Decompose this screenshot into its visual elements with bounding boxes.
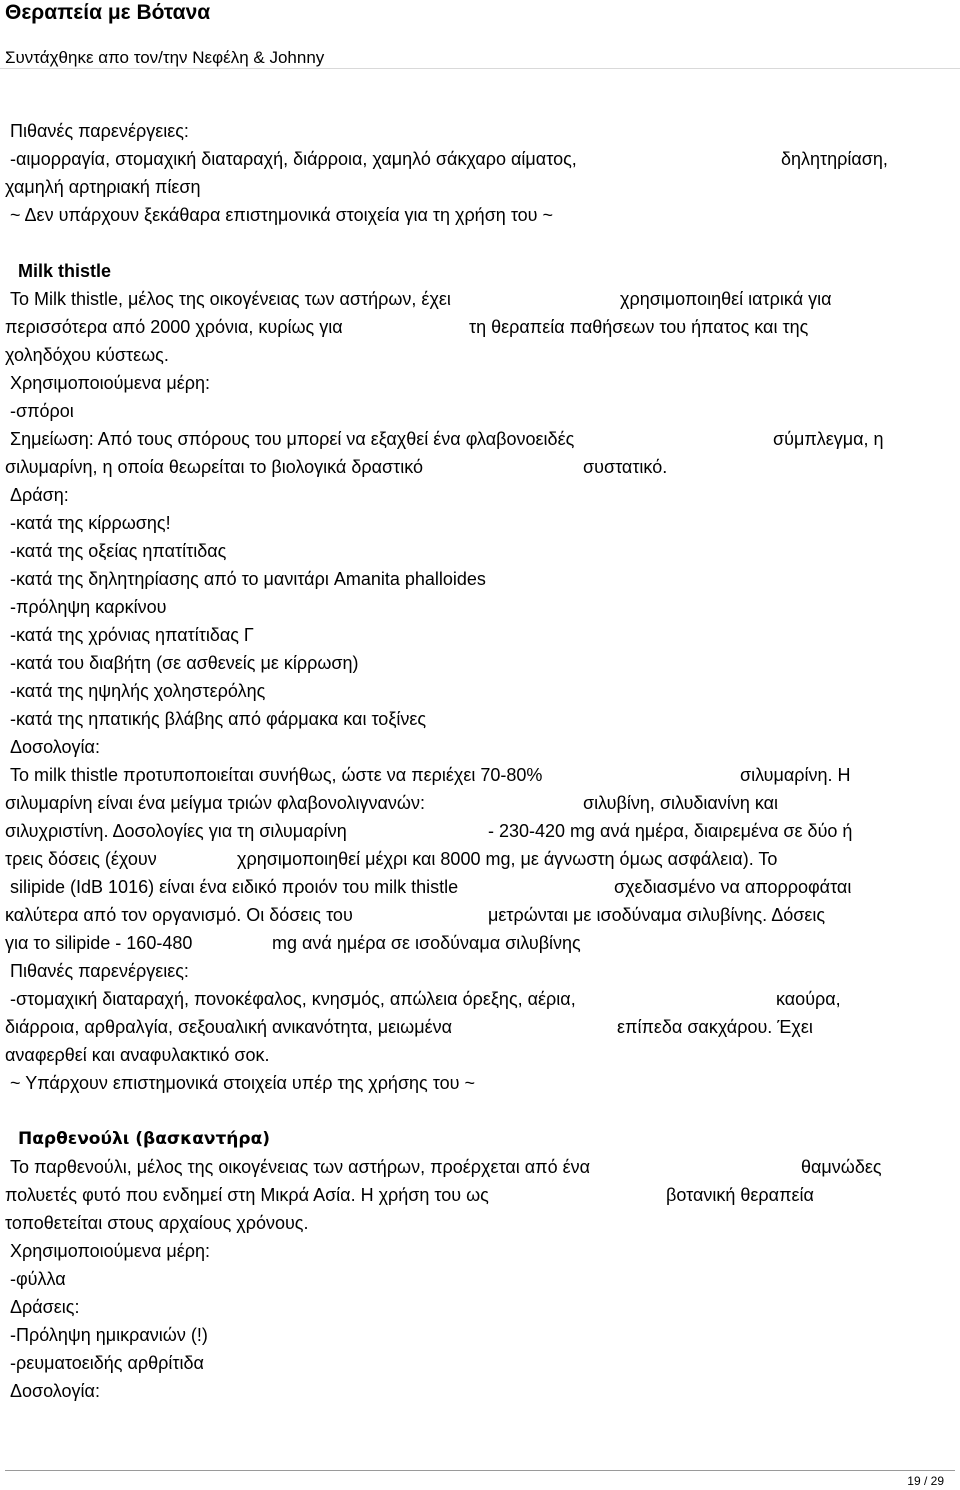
- text-line: -κατά της χρόνιας ηπατίτιδας Γ: [10, 625, 254, 645]
- text-line: χοληδόχου κύστεως.: [5, 345, 169, 365]
- text-line: τη θεραπεία παθήσεων του ήπατος και της: [469, 317, 809, 337]
- text-line: Δράσεις:: [10, 1297, 80, 1317]
- text-line: Το παρθενούλι, μέλος της οικογένειας των αστήρων, προέρχεται από ένα: [10, 1157, 591, 1177]
- document-author-line: Συντάχθηκε απο τον/την Νεφέλη & Johnny: [5, 48, 325, 67]
- text-line: σιλυχριστίνη. Δοσολογίες για τη σιλυμαρίνη: [5, 821, 347, 841]
- text-line: -κατά του διαβήτη (σε ασθενείς με κίρρωση): [10, 653, 359, 673]
- text-line: Το Milk thistle, μέλος της οικογένειας των αστήρων, έχει: [10, 289, 451, 309]
- text-line: -κατά της ηψηλής χοληστερόλης: [10, 681, 266, 701]
- text-line: χαμηλή αρτηριακή πίεση: [5, 177, 201, 197]
- text-line: θαμνώδες: [801, 1157, 882, 1177]
- text-line: - 230-420 mg ανά ημέρα, διαιρεμένα σε δύο ή: [488, 821, 853, 841]
- text-line: -κατά της οξείας ηπατίτιδας: [10, 541, 227, 561]
- text-line: -κατά της δηλητηρίασης από το μανιτάρι Amanita phalloides: [10, 569, 486, 589]
- section-heading-partheno: Παρθενούλι (βασκαντήρα): [18, 1129, 271, 1149]
- text-line: διάρροια, αρθραλγία, σεξουαλική ανικανότητα, μειωμένα: [5, 1017, 452, 1037]
- footer-divider: [5, 1470, 955, 1471]
- header-divider: [0, 68, 960, 69]
- text-line: μετρώνται με ισοδύναμα σιλυβίνης. Δόσεις: [488, 905, 826, 925]
- text-line: Δοσολογία:: [10, 1381, 100, 1401]
- text-line: -φύλλα: [10, 1269, 66, 1289]
- text-line: mg ανά ημέρα σε ισοδύναμα σιλυβίνης: [272, 933, 581, 953]
- text-line: σχεδιασμένο να απορροφάται: [614, 877, 852, 897]
- text-line: -κατά της κίρρωσης!: [10, 513, 171, 533]
- text-line: τρεις δόσεις (έχουν: [5, 849, 157, 869]
- text-line: ~ Δεν υπάρχουν ξεκάθαρα επιστημονικά στοιχεία για τη χρήση του ~: [10, 205, 554, 225]
- text-line: -Πρόληψη ημικρανιών (!): [10, 1325, 208, 1345]
- text-line: -πρόληψη καρκίνου: [10, 597, 167, 617]
- text-line: Χρησιμοποιούμενα μέρη:: [10, 373, 210, 393]
- page-number: 19 / 29: [907, 1474, 944, 1488]
- text-line: σιλυβίνη, σιλυδιανίνη και: [583, 793, 779, 813]
- document-title: Θεραπεία με Βότανα: [5, 1, 211, 24]
- text-line: Πιθανές παρενέργειες:: [10, 121, 189, 141]
- text-line: -στομαχική διαταραχή, πονοκέφαλος, κνησμός, απώλεια όρεξης, αέρια,: [10, 989, 576, 1009]
- text-line: επίπεδα σακχάρου. Έχει: [617, 1017, 813, 1037]
- text-line: βοτανική θεραπεία: [666, 1185, 814, 1205]
- text-line: πολυετές φυτό που ενδημεί στη Μικρά Ασία. Η χρήση του ως: [5, 1185, 489, 1205]
- text-line: Χρησιμοποιούμενα μέρη:: [10, 1241, 210, 1261]
- text-line: τοποθετείται στους αρχαίους χρόνους.: [5, 1213, 309, 1233]
- text-line: σιλυμαρίνη, η οποία θεωρείται το βιολογικά δραστικό: [5, 457, 423, 477]
- text-line: σιλυμαρίνη. Η: [740, 765, 851, 785]
- text-line: αναφερθεί και αναφυλακτικό σοκ.: [5, 1045, 270, 1065]
- text-line: -αιμορραγία, στομαχική διαταραχή, διάρροια, χαμηλό σάκχαρο αίματος,: [10, 149, 577, 169]
- text-line: σιλυμαρίνη είναι ένα μείγμα τριών φλαβονολιγνανών:: [5, 793, 425, 813]
- text-line: Το milk thistle προτυποποιείται συνήθως, ώστε να περιέχει 70-80%: [10, 765, 543, 785]
- text-line: ~ Υπάρχουν επιστημονικά στοιχεία υπέρ της χρήσης του ~: [10, 1073, 475, 1093]
- text-line: χρησιμοποιηθεί ιατρικά για: [620, 289, 832, 309]
- text-line: συστατικό.: [583, 457, 668, 477]
- text-line: καούρα,: [776, 989, 841, 1009]
- text-line: Σημείωση: Από τους σπόρους του μπορεί να εξαχθεί ένα φλαβονοειδές: [10, 429, 575, 449]
- text-line: Πιθανές παρενέργειες:: [10, 961, 189, 981]
- text-line: καλύτερα από τον οργανισμό. Οι δόσεις του: [5, 905, 353, 925]
- text-line: δηλητηρίαση,: [781, 149, 888, 169]
- text-line: silipide (IdB 1016) είναι ένα ειδικό προιόν του milk thistle: [10, 877, 459, 897]
- text-line: χρησιμοποιηθεί μέχρι και 8000 mg, με άγνωστη όμως ασφάλεια). Το: [237, 849, 778, 869]
- text-line: -σπόροι: [10, 401, 74, 421]
- page-header: [0, 0, 960, 68]
- text-line: Δράση:: [10, 485, 69, 505]
- text-line: -κατά της ηπατικής βλάβης από φάρμακα και τοξίνες: [10, 709, 427, 729]
- section-heading-milk-thistle: Milk thistle: [18, 261, 112, 281]
- text-line: σύμπλεγμα, η: [773, 429, 884, 449]
- text-line: -ρευματοειδής αρθρίτιδα: [10, 1353, 204, 1373]
- text-line: για το silipide - 160-480: [5, 933, 193, 953]
- text-line: Δοσολογία:: [10, 737, 100, 757]
- text-line: περισσότερα από 2000 χρόνια, κυρίως για: [5, 317, 343, 337]
